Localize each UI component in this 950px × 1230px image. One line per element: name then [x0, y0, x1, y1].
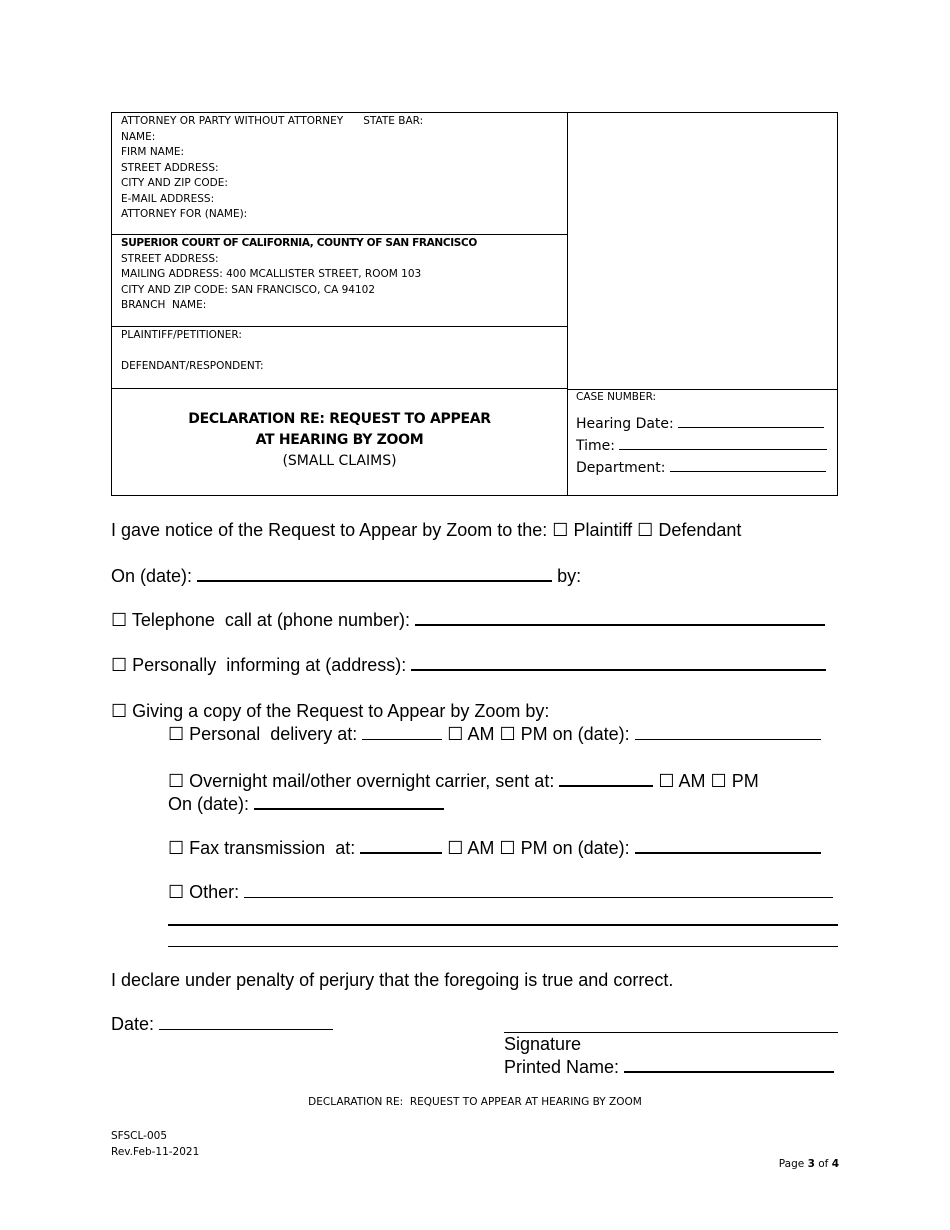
defendant-option: Defendant: [658, 520, 742, 540]
pm-label: PM: [520, 724, 548, 744]
address-field[interactable]: [411, 653, 826, 671]
notice-text: I gave notice of the Request to Appear by Zoom to the:: [111, 520, 548, 540]
other-field[interactable]: [244, 881, 833, 898]
personal-delivery-time-field[interactable]: [362, 723, 442, 740]
page-total: 4: [831, 1158, 839, 1170]
fax-time-field[interactable]: [360, 836, 442, 854]
on-date-lower-label: on (date):: [552, 724, 630, 744]
court-section: [112, 235, 567, 327]
caption-right-column: [568, 113, 837, 495]
overnight-date-row: [168, 792, 444, 815]
pm-checkbox[interactable]: ☐: [499, 838, 516, 858]
fax-label: Fax transmission at:: [189, 838, 356, 858]
personal-delivery-row: [168, 723, 821, 745]
defendant-label: DEFENDANT/RESPONDENT:: [121, 359, 264, 372]
title-line-2: AT HEARING BY ZOOM: [255, 432, 424, 448]
am-checkbox[interactable]: ☐: [447, 724, 464, 744]
plaintiff-checkbox[interactable]: ☐: [552, 520, 569, 540]
court-name: SUPERIOR COURT OF CALIFORNIA, COUNTY OF SAN FRANCISCO: [121, 237, 477, 249]
on-date-field[interactable]: [197, 564, 552, 582]
telephone-label: Telephone call at (phone number):: [131, 610, 411, 630]
department-field[interactable]: [670, 457, 826, 472]
form-id: [111, 1128, 199, 1160]
parties-section: [112, 327, 567, 389]
attorney-line: ATTORNEY OR PARTY WITHOUT ATTORNEY STATE BAR:: [121, 115, 424, 127]
clerk-stamp-area: [568, 113, 837, 390]
phone-number-field[interactable]: [415, 608, 825, 626]
defendant-checkbox[interactable]: ☐: [637, 520, 654, 540]
time-field[interactable]: [619, 435, 827, 450]
court-line: CITY AND ZIP CODE: SAN FRANCISCO, CA 94102: [121, 283, 376, 296]
am-label: AM: [467, 724, 495, 744]
personal-delivery-date-field[interactable]: [635, 723, 821, 740]
pm-checkbox[interactable]: ☐: [710, 771, 727, 791]
am-checkbox[interactable]: ☐: [447, 838, 464, 858]
attorney-line: FIRM NAME:: [121, 146, 185, 158]
page-number: [779, 1158, 839, 1170]
overnight-time-field[interactable]: [559, 769, 653, 787]
department-label: Department:: [576, 459, 666, 476]
attorney-line: CITY AND ZIP CODE:: [121, 177, 228, 189]
attorney-line: STREET ADDRESS:: [121, 161, 219, 174]
form-revision: Rev.Feb-11-2021: [111, 1146, 200, 1158]
hearing-info: [576, 413, 837, 479]
court-line: BRANCH NAME:: [121, 299, 207, 311]
fax-checkbox[interactable]: ☐: [168, 838, 185, 858]
printed-name-row: [504, 1055, 834, 1078]
personal-delivery-label: Personal delivery at:: [189, 724, 358, 744]
signature-label: Signature: [504, 1034, 582, 1054]
plaintiff-label: PLAINTIFF/PETITIONER:: [121, 329, 242, 341]
other-row: [168, 881, 833, 903]
date-row: [111, 1013, 333, 1035]
overnight-checkbox[interactable]: ☐: [168, 771, 185, 791]
title-line-3: (SMALL CLAIMS): [282, 453, 397, 469]
attorney-line: E-MAIL ADDRESS:: [121, 192, 215, 205]
pm-label: PM: [731, 771, 759, 791]
attorney-line: ATTORNEY FOR (NAME):: [121, 208, 248, 220]
pm-label: PM: [520, 838, 548, 858]
by-label: by:: [557, 566, 582, 586]
personally-row: [111, 653, 826, 676]
time-label: Time:: [576, 437, 615, 454]
page-current: 3: [807, 1158, 815, 1170]
other-line-2[interactable]: [168, 924, 838, 926]
fax-row: [168, 836, 821, 859]
other-checkbox[interactable]: ☐: [168, 882, 185, 902]
footer-title: DECLARATION RE: REQUEST TO APPEAR AT HEARING BY ZOOM: [308, 1096, 642, 1108]
court-line: STREET ADDRESS:: [121, 252, 219, 265]
attorney-line: NAME:: [121, 130, 156, 143]
pm-checkbox[interactable]: ☐: [499, 724, 516, 744]
hearing-date-field[interactable]: [678, 413, 824, 428]
caption-header-table: [111, 112, 838, 496]
personally-checkbox[interactable]: ☐: [111, 655, 128, 675]
hearing-date-label: Hearing Date:: [576, 415, 674, 432]
date-label: Date:: [111, 1014, 155, 1034]
signature-date-field[interactable]: [159, 1013, 333, 1030]
overnight-date-label: On (date):: [168, 794, 250, 814]
am-label: AM: [678, 771, 706, 791]
printed-name-label: Printed Name:: [504, 1057, 620, 1077]
am-checkbox[interactable]: ☐: [658, 771, 675, 791]
title-line-1: DECLARATION RE: REQUEST TO APPEAR: [188, 411, 491, 427]
declaration-statement: I declare under penalty of perjury that the foregoing is true and correct.: [111, 970, 674, 990]
case-info-box: [568, 389, 837, 495]
court-line: MAILING ADDRESS: 400 MCALLISTER STREET, ROOM 103: [121, 268, 422, 280]
am-label: AM: [467, 838, 495, 858]
document-title: [112, 389, 567, 495]
other-label: Other:: [189, 882, 240, 902]
personal-delivery-checkbox[interactable]: ☐: [168, 724, 185, 744]
caption-left-column: [112, 113, 568, 495]
giving-copy-checkbox[interactable]: ☐: [111, 701, 128, 721]
printed-name-field[interactable]: [624, 1055, 834, 1073]
overnight-date-field[interactable]: [254, 792, 444, 810]
on-date-lower-label: on (date):: [552, 838, 630, 858]
form-number: SFSCL-005: [111, 1130, 168, 1142]
giving-copy-label: Giving a copy of the Request to Appear by Zoom by:: [132, 701, 550, 721]
overnight-row: [168, 769, 759, 792]
fax-date-field[interactable]: [635, 836, 821, 854]
overnight-label: Overnight mail/other overnight carrier, sent at:: [189, 771, 555, 791]
giving-copy-row: [111, 700, 549, 722]
page-of: of: [818, 1158, 829, 1170]
on-date-label: On (date):: [111, 566, 193, 586]
telephone-row: [111, 608, 825, 631]
page-prefix: Page: [778, 1158, 805, 1170]
telephone-checkbox[interactable]: ☐: [111, 610, 128, 630]
other-line-3[interactable]: [168, 946, 838, 947]
attorney-section: [112, 113, 567, 235]
plaintiff-option: Plaintiff: [573, 520, 633, 540]
case-number-label: CASE NUMBER:: [576, 391, 657, 403]
personally-label: Personally informing at (address):: [132, 655, 407, 675]
notice-row: [111, 519, 741, 541]
on-date-row: [111, 564, 581, 587]
